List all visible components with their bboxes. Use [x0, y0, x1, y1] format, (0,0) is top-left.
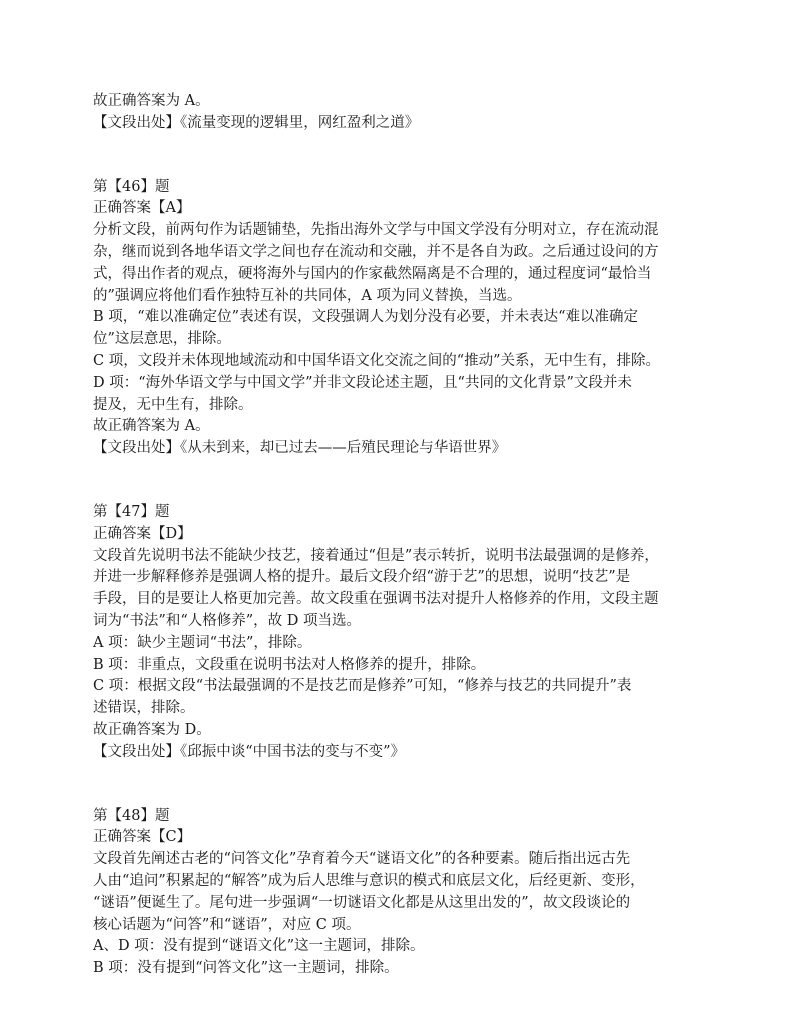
text-line: D 项：“海外华语文学与中国文学”并非文段论述主题，且“共同的文化背景”文段并未	[93, 374, 632, 391]
intro-section	[93, 91, 723, 135]
answer-line: 故正确答案为 D。	[93, 721, 211, 738]
text-line: 文段首先说明书法不能缺少技艺，接着通过“但是”表示转折，说明书法最强调的是修养，	[93, 547, 659, 564]
source-line: 【文段出处】《从未到来，却已过去——后殖民理论与华语世界》	[93, 440, 507, 457]
text-line: 人由“追问”积累起的“解答”成为后人思维与意识的模式和底层文化，后经更新、变形，	[93, 872, 645, 889]
source-line: 【文段出处】《流量变现的逻辑里，网红盈利之道》	[93, 114, 420, 131]
text-line: 式，得出作者的观点，硬将海外与国内的作家截然隔离是不合理的，通过程度词“最恰当	[93, 265, 652, 282]
question-48	[93, 806, 723, 980]
text-line: 述错误，排除。	[93, 700, 195, 717]
question-title: 第【47】题	[93, 503, 170, 520]
correct-answer: 正确答案【D】	[93, 525, 192, 542]
analysis-text	[93, 220, 723, 460]
text-line: “谜语”便诞生了。尾句进一步强调“一切谜语文化都是从这里出发的”，故文段谈论的	[93, 894, 631, 911]
text-line: C 项：根据文段“书法最强调的不是技艺而是修养”可知，“修养与技艺的共同提升”表	[93, 678, 632, 695]
text-line: 的”强调应将他们看作独特互补的共同体，A 项为同义替换，当选。	[93, 287, 522, 304]
text-line: 并进一步解释修养是强调人格的提升。最后文段介绍“游于艺”的思想，说明“技艺”是	[93, 569, 631, 586]
text-line: 词为“书法”和“人格修养”，故 D 项当选。	[93, 612, 361, 629]
question-title: 第【46】题	[93, 178, 170, 195]
text-line: 位”这层意思，排除。	[93, 331, 231, 348]
analysis-text	[93, 849, 723, 980]
question-title: 第【48】题	[93, 807, 170, 824]
text-line: B 项：没有提到“问答文化”这一主题词，排除。	[93, 960, 399, 977]
text-line: 手段，目的是要让人格更加完善。故文段重在强调书法对提升人格修养的作用，文段主题	[93, 591, 659, 608]
answer-line: 故正确答案为 A。	[93, 418, 210, 435]
answer-line: 故正确答案为 A。	[93, 93, 210, 109]
text-line: 核心话题为“问答”和“谜语”，对应 C 项。	[93, 916, 361, 933]
text-line: 杂，继而说到各地华语文学之间也存在流动和交融，并不是各自为政。之后通过设问的方	[93, 243, 659, 260]
question-46	[93, 177, 723, 460]
correct-answer: 正确答案【A】	[93, 200, 191, 217]
text-line: 文段首先阐述古老的“问答文化”孕育着今天“谜语文化”的各种要素。随后指出远古先	[93, 851, 631, 868]
question-47	[93, 502, 723, 764]
analysis-text	[93, 546, 723, 764]
text-line: 分析文段，前两句作为话题铺垫，先指出海外文学与中国文学没有分明对立，存在流动混	[93, 222, 659, 239]
correct-answer: 正确答案【C】	[93, 829, 192, 846]
text-line: 提及，无中生有，排除。	[93, 396, 253, 413]
source-line: 【文段出处】《邱振中谈“中国书法的变与不变”》	[93, 743, 406, 760]
text-line: A 项：缺少主题词“书法”，排除。	[93, 634, 312, 651]
document-page	[93, 91, 723, 980]
text-line: B 项：非重点，文段重在说明书法对人格修养的提升，排除。	[93, 656, 486, 673]
text-line: B 项，“难以准确定位”表述有误，文段强调人为划分没有必要，并未表达“难以准确定	[93, 309, 638, 326]
text-line: C 项，文段并未体现地域流动和中国华语文化交流之间的“推动”关系，无中生有，排除。	[93, 352, 661, 369]
text-line: A、D 项：没有提到“谜语文化”这一主题词，排除。	[93, 938, 425, 955]
